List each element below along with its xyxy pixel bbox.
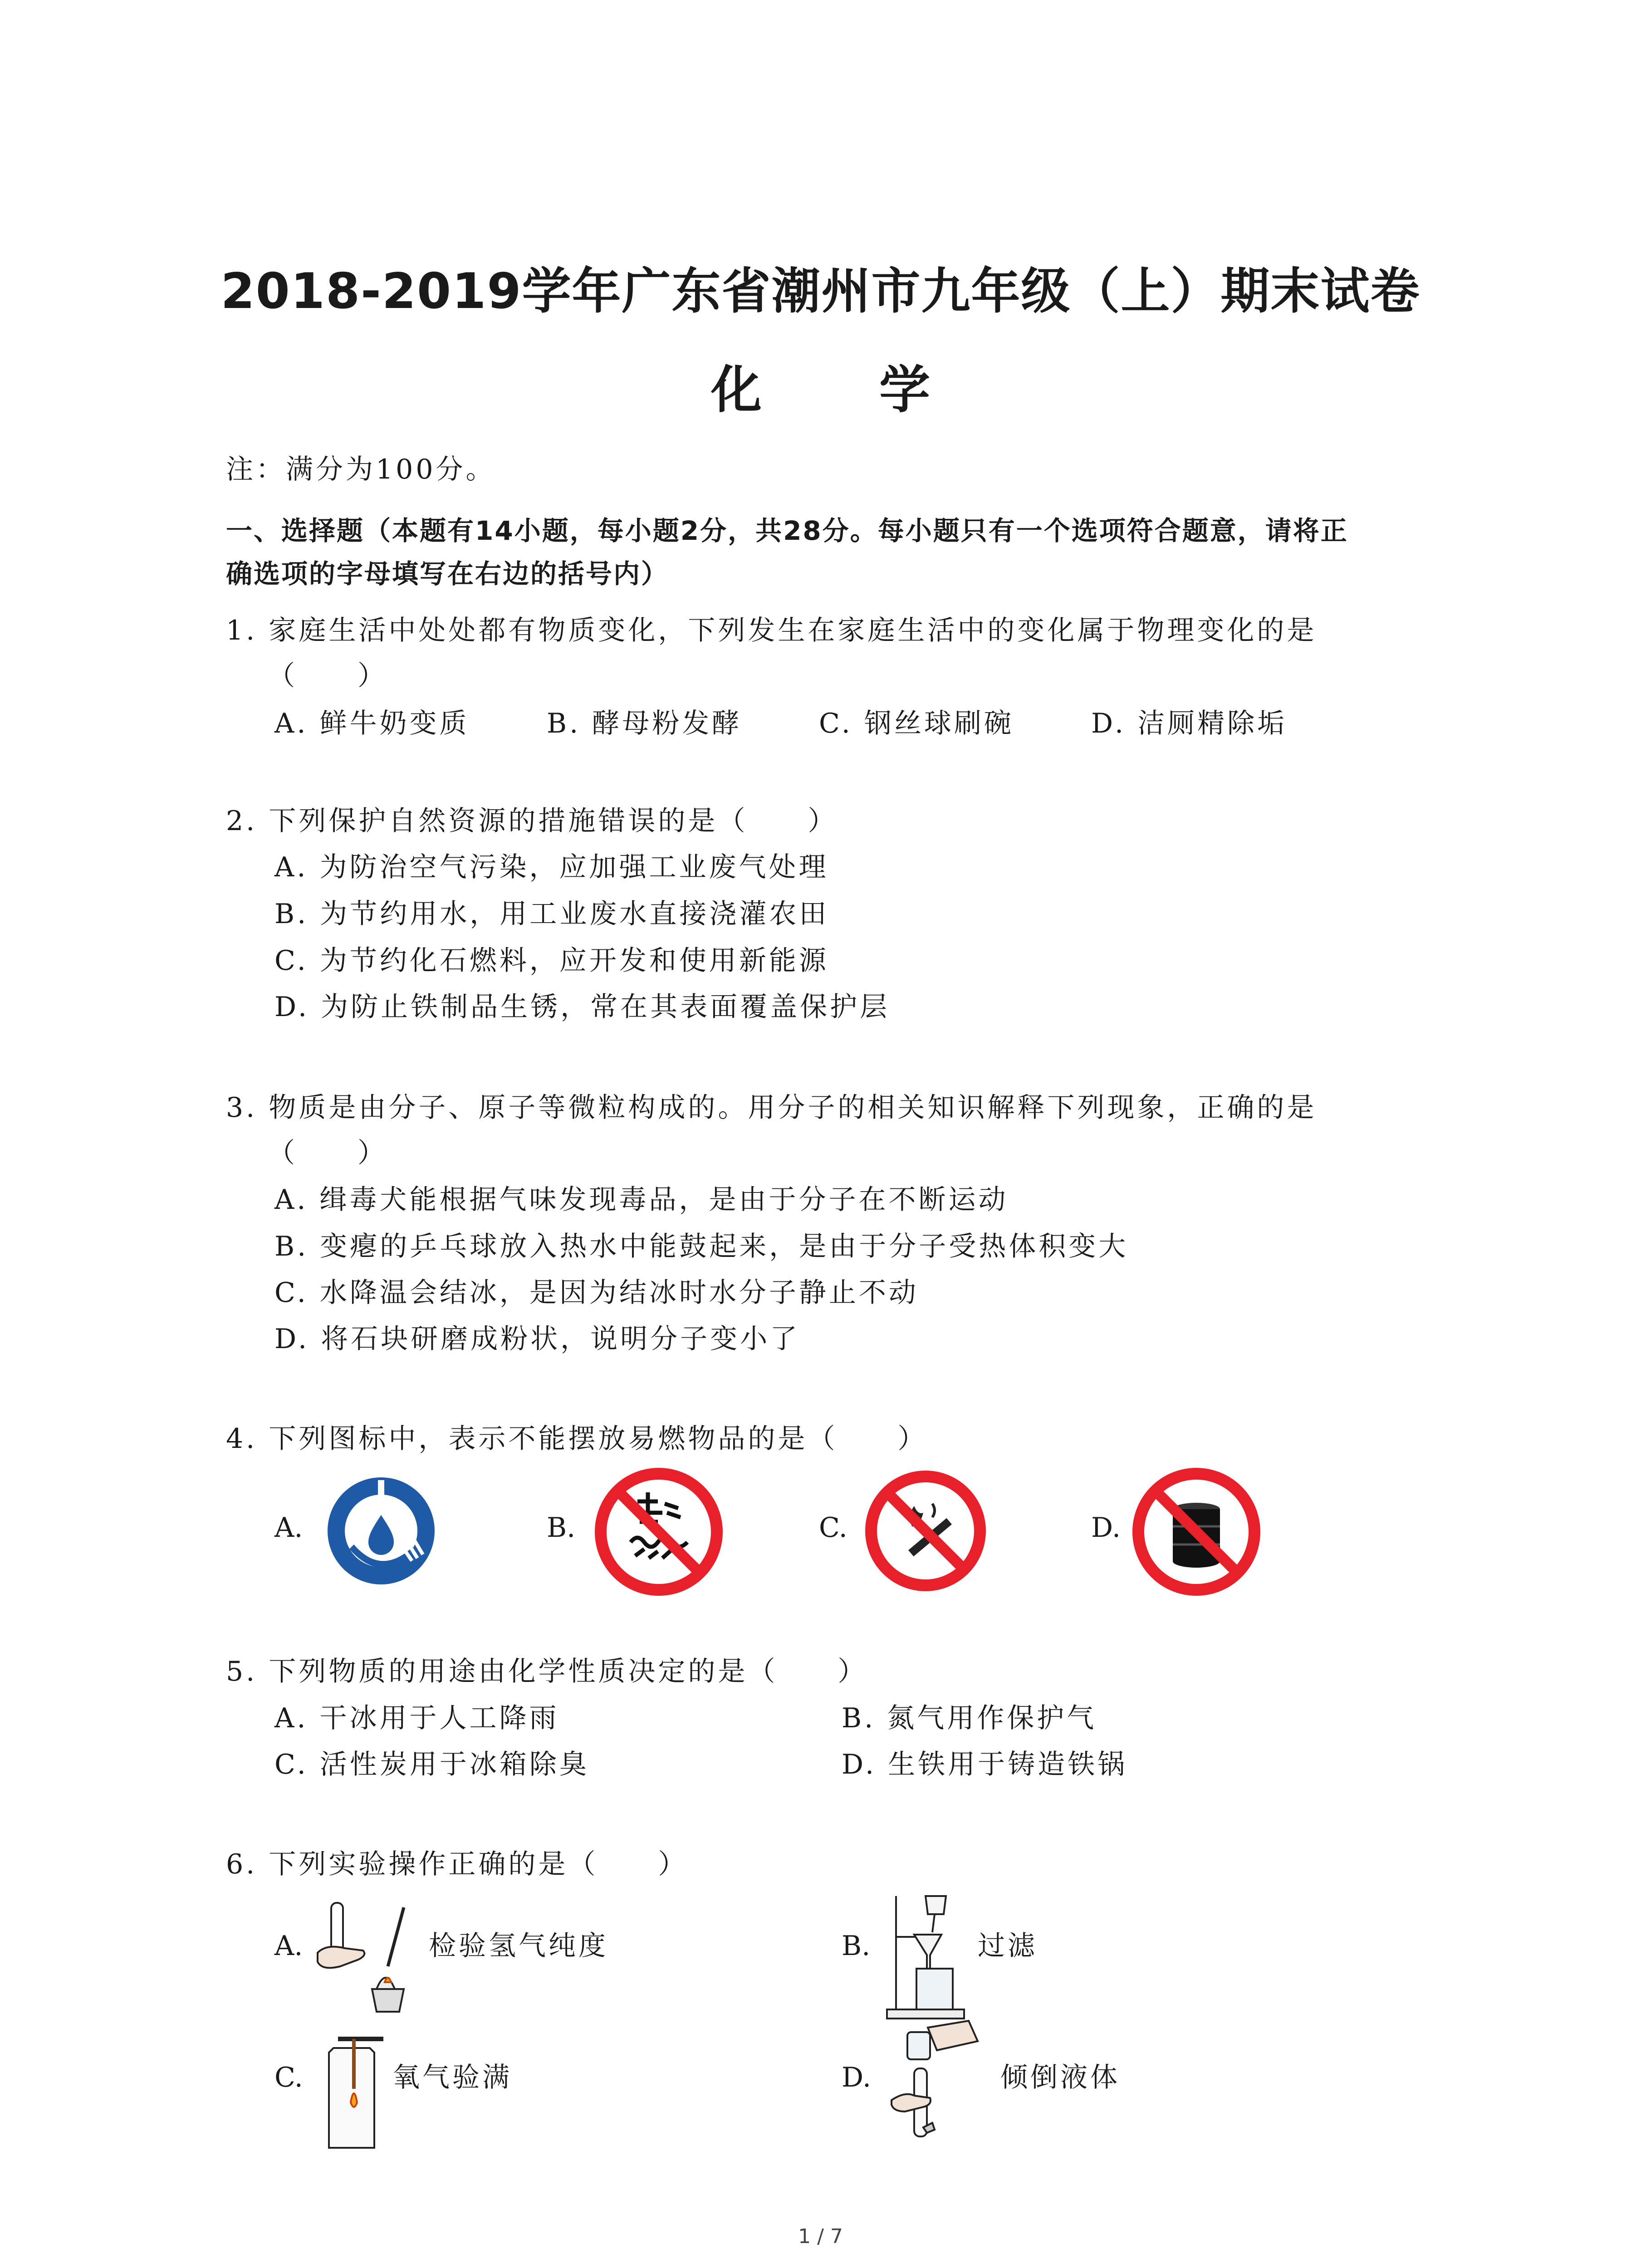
water-saving-icon xyxy=(322,1472,440,1590)
section-heading: 一、选择题（本题有14小题，每小题2分，共28分。每小题只有一个选项符合题意，请将正 xyxy=(226,515,1348,546)
no-smoking-icon xyxy=(864,1470,987,1592)
question-5-option-c: C. 活性炭用于冰箱除臭 xyxy=(274,1749,589,1780)
question-4-stem: 4. 下列图标中，表示不能摆放易燃物品的是（ ） xyxy=(226,1423,928,1455)
pouring-liquid-icon xyxy=(887,2014,1000,2150)
question-4-option-c: C. xyxy=(819,1512,847,1544)
question-4-option-a: A. xyxy=(274,1512,303,1544)
question-5-stem: 5. 下列物质的用途由化学性质决定的是（ ） xyxy=(226,1656,868,1687)
question-6-stem: 6. 下列实验操作正确的是（ ） xyxy=(226,1848,688,1880)
no-oil-drum-icon xyxy=(1132,1467,1261,1597)
question-4-option-d: D. xyxy=(1091,1512,1121,1544)
question-2-stem: 2. 下列保护自然资源的措施错误的是（ ） xyxy=(226,805,838,837)
question-3-option-d: D. 将石块研磨成粉状，说明分子变小了 xyxy=(274,1323,800,1355)
question-6-caption-b: 过滤 xyxy=(978,1930,1038,1962)
section-heading-cont: 确选项的字母填写在右边的括号内） xyxy=(226,558,669,589)
page-number: 1 / 7 xyxy=(798,2225,843,2248)
question-6-option-c: C. xyxy=(274,2062,303,2093)
question-1-option-a: A. 鲜牛奶变质 xyxy=(274,708,470,739)
exam-title: 2018-2019学年广东省潮州市九年级（上）期末试卷 xyxy=(220,263,1421,320)
question-5-option-a: A. 干冰用于人工降雨 xyxy=(274,1702,559,1734)
question-4-option-b: B. xyxy=(547,1512,576,1544)
filtration-apparatus-icon xyxy=(882,1887,973,2023)
no-flammable-materials-icon xyxy=(594,1467,724,1597)
oxygen-full-test-icon xyxy=(320,2021,392,2157)
question-6-caption-a: 检验氢气纯度 xyxy=(429,1930,608,1962)
question-6-caption-c: 氧气验满 xyxy=(392,2062,512,2093)
question-3-paren: （ ） xyxy=(268,1137,387,1169)
question-1-paren: （ ） xyxy=(268,660,387,692)
question-6-option-d: D. xyxy=(842,2062,872,2093)
score-note: 注：满分为100分。 xyxy=(226,454,496,485)
question-5-option-b: B. 氮气用作保护气 xyxy=(842,1702,1097,1734)
question-3-stem: 3. 物质是由分子、原子等微粒构成的。用分子的相关知识解释下列现象，正确的是 xyxy=(226,1092,1317,1124)
question-6-caption-d: 倾倒液体 xyxy=(1000,2062,1120,2093)
question-3-option-a: A. 缉毒犬能根据气味发现毒品，是由于分子在不断运动 xyxy=(274,1184,1009,1216)
question-3-option-b: B. 变瘪的乒乓球放入热水中能鼓起来，是由于分子受热体积变大 xyxy=(274,1231,1129,1262)
question-1-option-c: C. 钢丝球刷碗 xyxy=(819,708,1014,739)
question-2-option-b: B. 为节约用水，用工业废水直接浇灌农田 xyxy=(274,898,829,930)
question-1-option-d: D. 洁厕精除垢 xyxy=(1091,708,1288,739)
question-6-option-a: A. xyxy=(274,1930,303,1962)
question-3-option-c: C. 水降温会结冰，是因为结冰时水分子静止不动 xyxy=(274,1277,919,1309)
question-6-option-b: B. xyxy=(842,1930,871,1962)
question-2-option-c: C. 为节约化石燃料，应开发和使用新能源 xyxy=(274,945,829,977)
question-5-option-d: D. 生铁用于铸造铁锅 xyxy=(842,1749,1128,1780)
exam-subject: 化 学 xyxy=(711,361,980,420)
question-1-option-b: B. 酵母粉发酵 xyxy=(547,708,742,739)
hydrogen-purity-test-icon xyxy=(313,1898,417,2016)
question-2-option-d: D. 为防止铁制品生锈，常在其表面覆盖保护层 xyxy=(274,991,890,1023)
question-2-option-a: A. 为防治空气污染，应加强工业废气处理 xyxy=(274,851,829,883)
question-1-stem: 1. 家庭生活中处处都有物质变化，下列发生在家庭生活中的变化属于物理变化的是 xyxy=(226,615,1317,646)
